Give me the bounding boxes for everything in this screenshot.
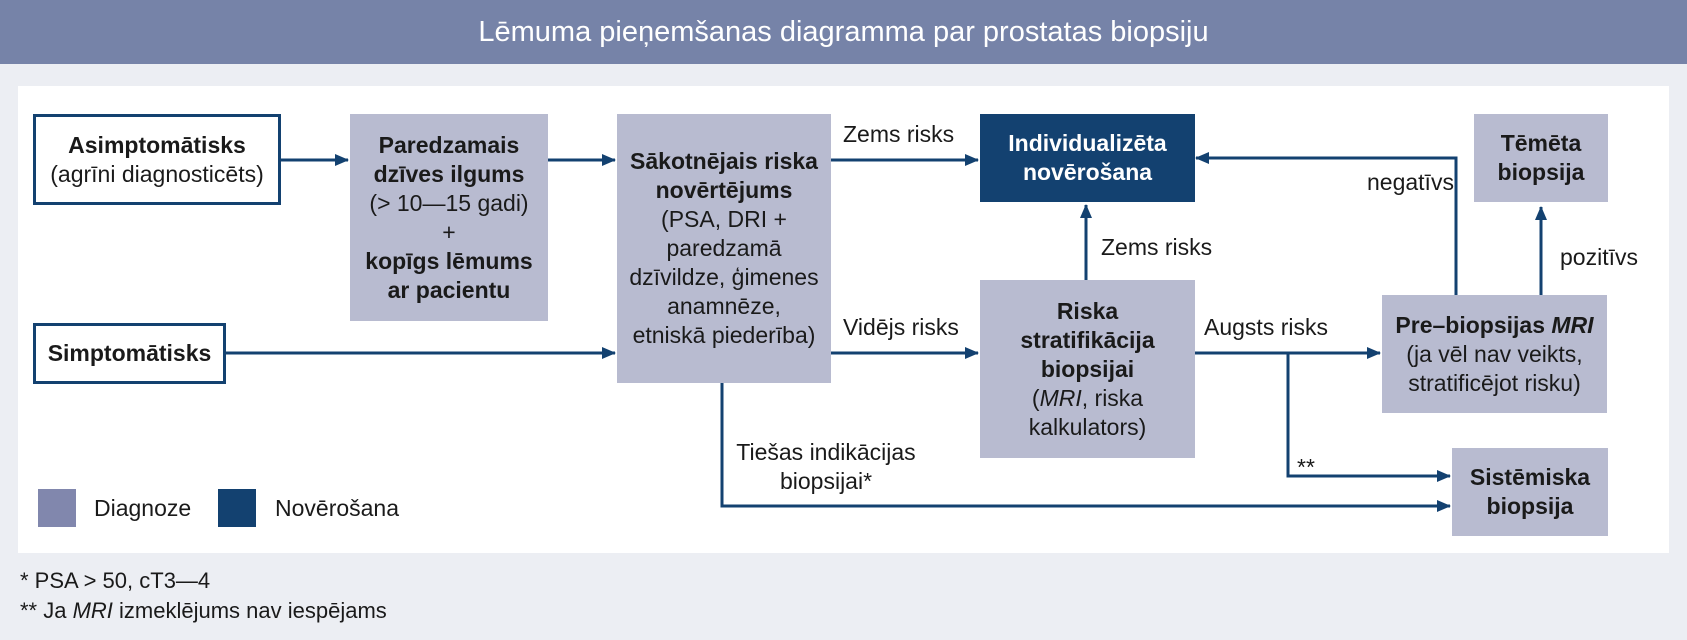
- edge-label-low-risk-top: Zems risks: [843, 121, 955, 147]
- node-initial-risk: [617, 114, 831, 383]
- node-asymptomatic-title: Asimptomātisks: [68, 131, 246, 158]
- legend-label-diagnosis: Diagnoze: [94, 495, 192, 521]
- edge-label-high-risk: Augsts risks: [1204, 314, 1328, 340]
- node-targeted-biopsy: [1474, 114, 1608, 202]
- node-symptomatic: [33, 323, 226, 384]
- node-initial-line-4: anamnēze,: [667, 293, 781, 319]
- node-initial-line-5: etniskā piederība): [632, 322, 816, 348]
- node-strat-sub-suffix: , riska: [1081, 384, 1144, 411]
- node-observation-title-1: Individualizēta: [1008, 130, 1167, 156]
- footnote-2-italic: MRI: [72, 598, 113, 623]
- node-risk-stratification: [980, 280, 1195, 458]
- edge-label-direct-line-2: biopsijai*: [779, 468, 873, 494]
- page-title: Lēmuma pieņemšanas diagramma par prostatas biopsiju: [0, 0, 1687, 64]
- node-strat-sub-1: [1032, 384, 1143, 413]
- node-life-title-4: ar pacientu: [387, 276, 511, 303]
- node-mri-sub-2: stratificējot risku): [1408, 369, 1581, 396]
- node-life-expectancy: [350, 114, 548, 321]
- footnote-2-prefix: ** Ja: [20, 598, 73, 623]
- node-systemic-title-2: biopsija: [1486, 493, 1574, 519]
- node-strat-sub-italic: MRI: [1039, 384, 1082, 411]
- node-strat-sub-prefix: (: [1031, 384, 1040, 411]
- node-targeted-title-1: Tēmēta: [1500, 130, 1582, 156]
- node-prebiopsy-mri: [1382, 295, 1607, 413]
- node-symptomatic-title: Simptomātisks: [47, 340, 212, 366]
- edge-label-low-risk-up: Zems risks: [1101, 234, 1213, 260]
- node-strat-title-2: stratifikācija: [1020, 326, 1155, 353]
- node-mri-title: [1395, 311, 1593, 340]
- edge-label-negative: negatīvs: [1367, 169, 1454, 195]
- node-life-sub: (> 10—15 gadi): [369, 189, 529, 216]
- node-individual-observation: [980, 114, 1195, 202]
- node-strat-sub-2: kalkulators): [1028, 413, 1147, 440]
- node-observation-title-2: novērošana: [1022, 159, 1153, 185]
- edge-label-medium-risk: Vidējs risks: [843, 314, 959, 340]
- node-life-title-3: kopīgs lēmums: [365, 247, 533, 274]
- node-initial-line-2: paredzamā: [666, 235, 782, 261]
- node-mri-title-prefix: Pre–biopsijas: [1395, 311, 1552, 338]
- node-asymptomatic-sub: (agrīni diagnosticēts): [50, 160, 264, 187]
- node-asymptomatic: [33, 114, 281, 205]
- node-initial-line-3: dzīvildze, ģimenes: [629, 264, 819, 290]
- node-strat-title-1: Riska: [1056, 297, 1119, 324]
- node-initial-title-2: novērtējums: [655, 177, 793, 203]
- edge-label-direct-indication: [736, 438, 916, 496]
- legend-swatch-diagnosis: [38, 489, 76, 527]
- legend-swatch-observation: [218, 489, 256, 527]
- edge-label-double-star: **: [1297, 454, 1315, 480]
- node-systemic-biopsy: [1452, 448, 1608, 536]
- node-life-title-1: Paredzamais: [378, 131, 520, 158]
- node-mri-title-italic: MRI: [1551, 311, 1594, 338]
- node-mri-sub-1: (ja vēl nav veikts,: [1406, 340, 1583, 367]
- node-strat-title-3: biopsijai: [1040, 355, 1135, 382]
- node-initial-line-1: (PSA, DRI +: [661, 206, 787, 232]
- footnote-2-suffix: izmeklējums nav iespējams: [112, 598, 387, 623]
- node-initial-title-1: Sākotnējais riska: [630, 148, 818, 174]
- edge-label-direct-line-1: Tiešas indikācijas: [736, 439, 916, 465]
- node-life-title-2: dzīves ilgums: [373, 160, 525, 187]
- footnote-2: [20, 598, 387, 624]
- legend-label-observation: Novērošana: [275, 495, 400, 521]
- footnote-1: * PSA > 50, cT3—4: [20, 568, 211, 593]
- node-targeted-title-2: biopsija: [1497, 159, 1585, 185]
- edge-label-positive: pozitīvs: [1560, 244, 1638, 270]
- node-systemic-title-1: Sistēmiska: [1469, 464, 1591, 490]
- node-life-plus: +: [442, 218, 456, 245]
